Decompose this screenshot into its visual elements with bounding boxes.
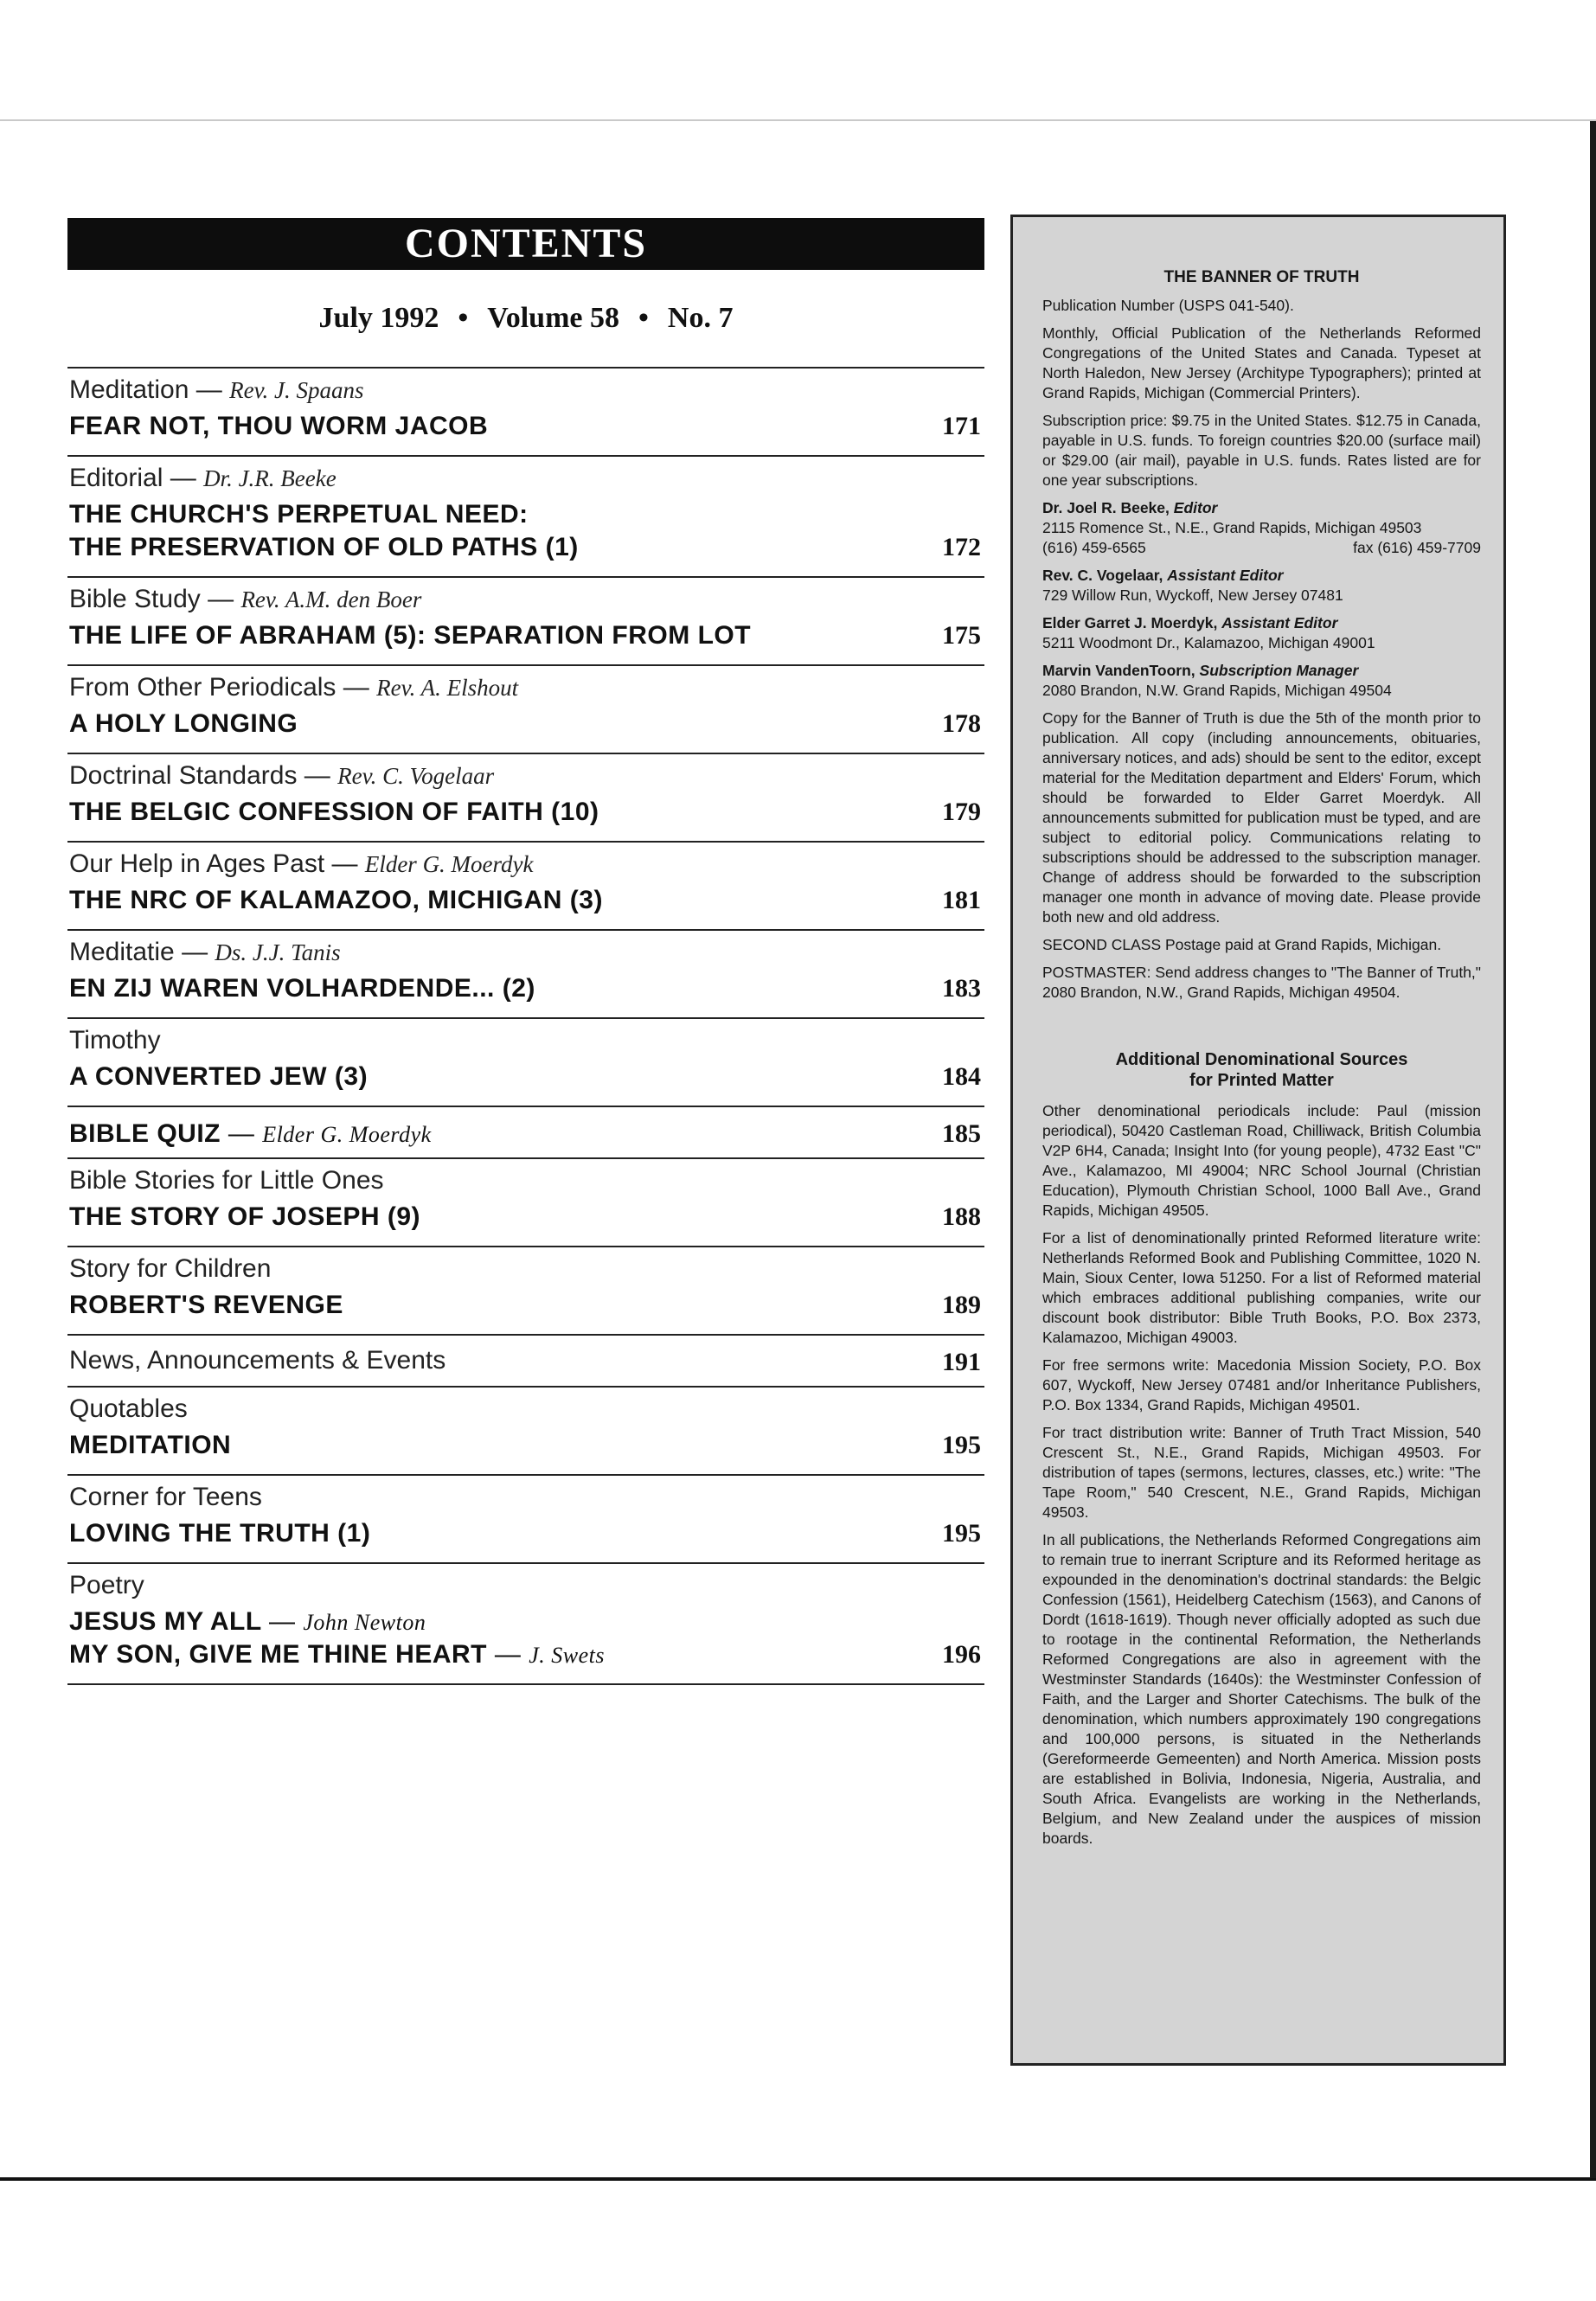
entry-department: Bible Stories for Little Ones: [69, 1166, 384, 1195]
contents-entry[interactable]: [67, 1562, 984, 1685]
entry-department: From Other Periodicals — Rev. A. Elshout: [69, 673, 519, 702]
tracts-info: For tract distribution write: Banner of Truth Tract Mission, 540 Crescent St., N.E., Grand Rapids, Michigan 49503. For distribution of tapes (sermons, lectures, classes, etc.) write: "The Tape Room," 540 Crescent, N.E., Grand Rapids, Michigan 49503.: [1042, 1424, 1481, 1521]
entry-author: Rev. J. Spaans: [229, 377, 364, 403]
entry-title[interactable]: THE BELGIC CONFESSION OF FAITH (10): [69, 798, 599, 826]
assistant-editor-block: Elder Garret J. Moerdyk, Assistant Editor 5211 Woodmont Dr., Kalamazoo, Michigan 49001: [1042, 614, 1375, 651]
entry-title[interactable]: MEDITATION: [69, 1431, 232, 1459]
contents-entry[interactable]: [67, 1246, 984, 1334]
entry-author: Dr. J.R. Beeke: [203, 465, 337, 491]
contents-entry[interactable]: [67, 367, 984, 455]
publication-number: Publication Number (USPS 041-540).: [1042, 297, 1294, 314]
entry-author: Elder G. Moerdyk: [364, 851, 534, 877]
contents-entry[interactable]: [67, 1386, 984, 1474]
entry-author: Elder G. Moerdyk: [262, 1122, 432, 1147]
contents-entry[interactable]: [67, 664, 984, 753]
entry-department: Story for Children: [69, 1254, 272, 1283]
sermons-info: For free sermons write: Macedonia Mission Society, P.O. Box 607, Wyckoff, New Jersey 07481 and/or Inheritance Publishers, P.O. Box 1334, Grand Rapids, Michigan 49501.: [1042, 1356, 1481, 1413]
entry-author: John Newton: [303, 1610, 426, 1635]
bullet-separator: •: [638, 302, 649, 334]
contents-entry[interactable]: [67, 1106, 984, 1157]
entry-department: Editorial — Dr. J.R. Beeke: [69, 464, 337, 492]
contents-entry[interactable]: [67, 1474, 984, 1562]
issue-volume: Volume 58: [487, 302, 619, 334]
editor-fax: fax (616) 459-7709: [1353, 539, 1481, 556]
subscription-price: Subscription price: $9.75 in the United States. $12.75 in Canada, payable in U.S. funds. To foreign countries $20.00 (surface mail) or $29.00 (air mail), payable in U.S. funds. Rates listed are for one year subscriptions.: [1042, 412, 1481, 489]
entry-title[interactable]: BIBLE QUIZ — Elder G. Moerdyk: [69, 1119, 432, 1148]
entry-page-number: 191: [942, 1348, 981, 1376]
entry-department: Our Help in Ages Past — Elder G. Moerdyk: [69, 849, 534, 878]
page-edge-shadow: [1590, 121, 1596, 2178]
entry-author: J. Swets: [529, 1643, 605, 1668]
entry-page-number: 171: [942, 412, 981, 440]
subscription-manager-block: Marvin VandenToorn, Subscription Manager 2080 Brandon, N.W. Grand Rapids, Michigan 49504: [1042, 662, 1392, 699]
entry-title-line-2[interactable]: THE PRESERVATION OF OLD PATHS (1): [69, 533, 579, 561]
entry-title-line-2[interactable]: MY SON, GIVE ME THINE HEART — J. Swets: [69, 1640, 605, 1669]
entry-page-number: 189: [942, 1291, 981, 1319]
editor-role: Editor: [1173, 499, 1218, 516]
issue-number: No. 7: [667, 302, 734, 334]
masthead-title: THE BANNER OF TRUTH: [1163, 268, 1360, 286]
entry-page-number: 184: [942, 1062, 981, 1091]
entry-page-number: 175: [942, 621, 981, 650]
entry-department: Meditation — Rev. J. Spaans: [69, 375, 364, 404]
publication-info: Monthly, Official Publication of the Netherlands Reformed Congregations of the United States and Canada. Typeset at North Haledon, New Jersey (Architype Typographers); printed at Grand Rapids, Michigan (Commercial Printers).: [1042, 324, 1481, 401]
assistant-editor-block: Rev. C. Vogelaar, Assistant Editor 729 Willow Run, Wyckoff, New Jersey 07481: [1042, 567, 1343, 604]
entry-title[interactable]: FEAR NOT, THOU WORM JACOB: [69, 412, 489, 440]
contents-entry[interactable]: [67, 1157, 984, 1246]
contents-entry[interactable]: [67, 1334, 984, 1386]
entry-page-number: 196: [942, 1640, 981, 1669]
sources-heading: Additional Denominational Sources for Printed Matter: [1115, 1050, 1408, 1090]
entry-page-number: 178: [942, 709, 981, 738]
top-page-rule: [0, 119, 1596, 121]
contents-entry[interactable]: [67, 455, 984, 576]
entry-page-number: 188: [942, 1202, 981, 1231]
entry-page-number: 181: [942, 886, 981, 914]
contents-entry[interactable]: [67, 929, 984, 1017]
copy-notice: Copy for the Banner of Truth is due the 5th of the month prior to publication. All copy (including announcements, obituaries, anniversary notices, and ads) should be sent to the editor, except material for the Meditation department and Elders' Forum, which should be forwarded to Elder Garret Moerdyk. All announcements submitted for publication must be typed, and are subject to editorial policy. Communications relating to subscriptions should be addressed to the subscription manager. Change of address should be forwarded to the subscription manager one month in advance of moving date. Please provide both new and old address.: [1042, 709, 1481, 926]
entry-title[interactable]: JESUS MY ALL — John Newton: [69, 1607, 426, 1636]
entry-title[interactable]: LOVING THE TRUTH (1): [69, 1519, 371, 1548]
bottom-page-rule: [0, 2177, 1596, 2181]
entry-title[interactable]: A HOLY LONGING: [69, 709, 298, 738]
entry-author: Rev. A. Elshout: [376, 675, 519, 701]
entry-page-number: 185: [942, 1119, 981, 1148]
entry-page-number: 179: [942, 798, 981, 826]
editor-block: [1042, 498, 1481, 558]
editor-address: 2115 Romence St., N.E., Grand Rapids, Michigan 49503: [1042, 519, 1422, 536]
entry-author: Ds. J.J. Tanis: [215, 939, 341, 965]
contents-entry[interactable]: [67, 841, 984, 929]
entry-department: Poetry: [69, 1571, 144, 1599]
entry-title[interactable]: THE CHURCH'S PERPETUAL NEED:: [69, 500, 529, 529]
entry-author: Rev. A.M. den Boer: [240, 586, 422, 612]
entry-page-number: 172: [942, 533, 981, 561]
entry-title[interactable]: A CONVERTED JEW (3): [69, 1062, 369, 1091]
periodicals-info: Other denominational periodicals include: Paul (mission periodical), 50420 Castleman Road, Chilliwack, British Columbia V2P 6H4, Canada; Insight Into (for young people), 4732 East "C" Ave., Kalamazoo, MI 49004; NRC School Journal (Christian Education), Plymouth Christian School, 1000 Ball Ave., Grand Rapids, Michigan 49505.: [1042, 1102, 1481, 1219]
entry-title[interactable]: THE STORY OF JOSEPH (9): [69, 1202, 421, 1231]
contents-banner: CONTENTS: [67, 218, 984, 270]
entry-department: Meditatie — Ds. J.J. Tanis: [69, 938, 341, 966]
contents-entry[interactable]: [67, 576, 984, 664]
entry-title[interactable]: EN ZIJ WAREN VOLHARDENDE... (2): [69, 974, 535, 1003]
issue-date: July 1992: [318, 302, 439, 334]
contents-entry[interactable]: [67, 1017, 984, 1106]
entry-author: Rev. C. Vogelaar: [337, 763, 495, 789]
entry-department: Quotables: [69, 1394, 188, 1423]
literature-info: For a list of denominationally printed Reformed literature write: Netherlands Reformed Book and Publishing Committee, 1020 N. Main, Sioux Center, Iowa 51250. For a list of Reformed material which embraces additional publishing companies, write our discount book distributor: Bible Truth Books, P.O. Box 2373, Kalamazoo, Michigan 49003.: [1042, 1229, 1481, 1346]
entry-department: Timothy: [69, 1026, 161, 1054]
entry-page-number: 195: [942, 1519, 981, 1548]
postage-notice: SECOND CLASS Postage paid at Grand Rapids, Michigan.: [1042, 936, 1442, 953]
entry-page-number: 195: [942, 1431, 981, 1459]
bullet-separator: •: [458, 302, 469, 334]
issue-line: [67, 294, 984, 343]
entry-page-number: 183: [942, 974, 981, 1003]
entry-title[interactable]: ROBERT'S REVENGE: [69, 1291, 343, 1319]
contents-list: [67, 367, 984, 1685]
entry-department: Corner for Teens: [69, 1483, 262, 1511]
entry-department[interactable]: News, Announcements & Events: [69, 1346, 446, 1375]
entry-department: Bible Study — Rev. A.M. den Boer: [69, 585, 422, 613]
contents-column: [67, 218, 984, 1685]
contents-entry[interactable]: [67, 753, 984, 841]
editor-name: Dr. Joel R. Beeke,: [1042, 499, 1170, 516]
doctrine-statement: In all publications, the Netherlands Reformed Congregations aim to remain true to inerrant Scripture and its Reformed heritage as expounded in the denomination's doctrinal standards: the Belgic Confession (1561), Heidelberg Catechism (1563), and Canons of Dordt (1618-1619). Though never officially adopted as such due to rootage in the continental Reformation, the Netherlands Reformed Congregations are also in agreement with the Westminster Standards (1640s): the Westminster Confession of Faith, and the Larger and Shorter Catechisms. The bulk of the denomination, which numbers approximately 190 congregations and 100,000 persons, is situated in the Netherlands (Gereformeerde Gemeenten) and North America. Mission posts are established in Bolivia, Indonesia, Nigeria, Australia, and South Africa. Evangelists are working in the Netherlands, Belgium, and New Zealand under the auspices of mission boards.: [1042, 1531, 1481, 1847]
entry-title[interactable]: THE NRC OF KALAMAZOO, MICHIGAN (3): [69, 886, 603, 914]
postmaster-notice: POSTMASTER: Send address changes to "The Banner of Truth," 2080 Brandon, N.W., Grand Rapids, Michigan 49504.: [1042, 964, 1481, 1001]
entry-department: Doctrinal Standards — Rev. C. Vogelaar: [69, 761, 495, 790]
masthead-box: [1010, 215, 1506, 2066]
editor-phone: (616) 459-6565: [1042, 539, 1146, 556]
entry-title[interactable]: THE LIFE OF ABRAHAM (5): SEPARATION FROM LOT: [69, 621, 752, 650]
